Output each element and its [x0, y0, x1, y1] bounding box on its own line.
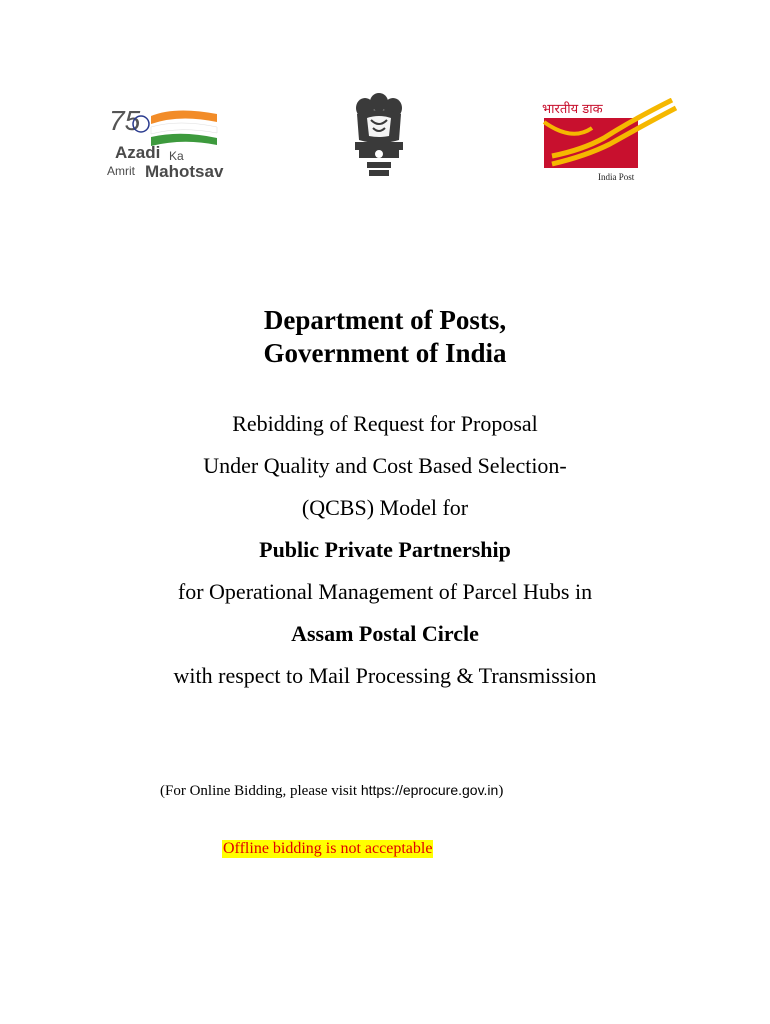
national-emblem-logo [343, 88, 415, 183]
offline-bidding-warning: Offline bidding is not acceptable [223, 840, 433, 857]
india-post-logo [512, 98, 677, 183]
flag-green-stripe [151, 134, 217, 146]
azadi-logo-number: 75 [109, 105, 141, 136]
azadi-logo-graphic [105, 100, 250, 185]
flag-white-stripe [151, 123, 217, 134]
flag-saffron-stripe [151, 110, 217, 124]
rfp-line-7: with respect to Mail Processing & Transmission [173, 663, 597, 688]
rfp-line-1: Rebidding of Request for Proposal [232, 411, 538, 436]
document-title-line-2: Government of India [263, 338, 507, 368]
rfp-line-2: Under Quality and Cost Based Selection- [203, 453, 567, 478]
rfp-line-4: Public Private Partnership [259, 537, 511, 562]
online-bidding-note [160, 782, 503, 800]
azadi-logo-word-mahotsav: Mahotsav [145, 162, 224, 181]
rfp-line-6: Assam Postal Circle [291, 621, 479, 646]
india-post-english-text: India Post [598, 172, 635, 182]
azadi-logo-word-ka: Ka [169, 149, 184, 163]
india-post-graphic [512, 98, 677, 183]
document-title-line-1: Department of Posts, [263, 305, 507, 335]
azadi-ka-amrit-mahotsav-logo [105, 100, 250, 185]
rfp-line-5: for Operational Management of Parcel Hubs in [177, 579, 593, 604]
rfp-line-3: (QCBS) Model for [301, 495, 469, 520]
online-note-prefix: (For Online Bidding, please visit [160, 783, 361, 799]
eprocure-link[interactable]: https://eprocure.gov.in [360, 782, 499, 798]
azadi-logo-word-azadi: Azadi [115, 143, 161, 162]
online-note-suffix: ) [498, 783, 504, 799]
azadi-logo-word-amrit: Amrit [107, 164, 135, 178]
india-post-hindi-text: भारतीय डाक [542, 102, 603, 117]
national-emblem-icon [343, 88, 415, 183]
